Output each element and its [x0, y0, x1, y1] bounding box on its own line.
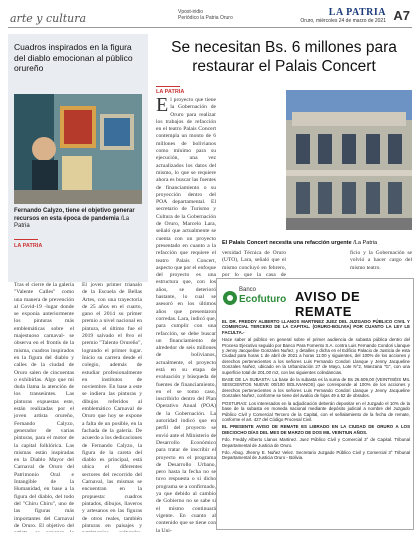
left-story-tag: LA PATRIA: [14, 243, 43, 249]
left-story-headline: Cuadros inspirados en la figura del diablo emocionan al público orureño: [14, 42, 133, 73]
issue-date: Oruro, miércoles 24 de marzo de 2021: [300, 18, 386, 24]
caption-bold: Fernando Calyzo, tiene el objetivo generar recursos en esta época de pandemia: [14, 208, 135, 222]
left-story-column-1: Tras el cierre de la galería "Valente Calles" como una manera de prevención al Covid-19 -lugar donde se exponía anteriormente los pinturas más emblemáticas sobre el majestuoso carnaval- se observa en el frontis de la misma, cuadros inspirados en la figura del diablo y calles de la ciudad de Oruro salen de cincuentas o exhibirlas. Algo que mi duda llama la atención de los transeúntes. Las pinturas expuestas este, están realizadas por el joven artista orureño, Fernando Calyzo, generador de varias pinturas, para el motor de la capital folklórica. Las mismas están inspiradas en la Diablo Mayor del Carnaval de Oruro del Patrimonio Oral e Intangible de la Humanidad, en base a la figura del diablo, del todo del "Chiru Chiru", uno de las figuras más importantes del Carnaval de Oruro. El objetivo del: [14, 282, 74, 529]
page-number: A7: [393, 8, 410, 23]
left-story-photo: [14, 94, 142, 204]
logo-line-1: Banco: [239, 287, 257, 293]
publisher-line-2: Periódico la Patria Oruro: [178, 15, 233, 21]
newspaper-brand: LA PATRIA: [328, 7, 386, 18]
main-story-column-3: ficio y la Gobernación se volvió a hacer cargo del mismo teatro.: [350, 250, 412, 271]
tag-rule: [14, 239, 38, 240]
section-name: arte y cultura: [10, 12, 87, 25]
main-story-tag: LA PATRIA: [156, 89, 185, 95]
auction-notice-ad: [216, 278, 414, 530]
ad-paragraph-1: EL DR. FREDDY ALBERTO LLANOS MARTINEZ JUEZ DEL JUZGADO PÚBLICO CIVIL Y COMERCIAL TERCERO DE LA CAPITAL. (ORURO-BOLIVIA) POR CUANTO LA LEY LE FACULTA.-: [222, 319, 410, 335]
ad-paragraph-7: Fdo. Abog. Jhenny E. Nuñez Velez. Secretario Juzgado Público Civil y Comercial 3° Tribunal Departamental de Justicia Oruro - Bolivia.: [222, 449, 410, 461]
main-tag-rule: [156, 86, 180, 87]
drop-cap: E: [156, 97, 169, 116]
main-headline: Se necesitan Bs. 6 millones para restaurar el Palais Concert: [171, 39, 397, 75]
left-story-caption: [14, 208, 142, 231]
ad-paragraph-5: EL PRESENTE AVISO DE REMATE ES LIBRADO EN LA CIUDAD DE ORURO A LOS DIECIOCHO DÍAS DEL MES DE MARZO DE DOS MIL VEINTIUN AÑOS.: [222, 424, 410, 435]
main-story-column-1: [156, 97, 216, 533]
ad-paragraph-2: Hace saber al público en general sobre el primer audiencia de subasta pública dentro del Proceso Ejecutivo seguido por Banco Para Fomento S.A. contra Luis Fernando Condori Llanque y Jenny Jacqueline Gonzales Nuñez, y detalles y dicha en el Edificio Palacio de Justicia de esta Ciudad para horas 1 de abril de 2021 a horas 11:00 y siguientes, del 100% de los acciones y derechos pertenecientes a los señores Luis Fernando Condori Llanque y Jenny Jacqueline Gonzales Nuñez, ubicado en la Urbanización 27 de Mayo, Lote N°2, Manzana "G", con una superficie total de 201.00 m2, con las siguientes colindancias.: [222, 337, 410, 375]
palais-concert-photo: [286, 90, 412, 230]
ad-paragraph-4: POSTURAS: Los interesados en la adjudicación deberán depositar en el Juzgado el 10% de la base de la subasta en moneda nacional mediante depósito judicial a nombre del Juzgado Público Civil y Comercial Tercero de la Capital, con el señalamiento de la fecha de remate, conforme el art. 427 del Código Procesal Civil.: [222, 400, 410, 422]
photo-caption-credit: /La Patria: [353, 240, 378, 246]
left-story-column-2: El joven primer trianalo de la Escuela de Bellas Artes, con una trayectoria de 25 años en el cuarto, gano el 2014 su primer premio a nivel nacional en pintura, el último fue el 2019 salvado el 8vo el premio "Talento Orureño", logrando el primer lugar. Inicio su carrera desde el colegio, además de estudiar profesionalmente en institutos de noviembre. En base a este se indiera las pinturas y dibujos referidos al emblemático Carnaval de Oruro que hoy se expone a falta de un posible, en la fachada de la galería. De acuerdo a los dedicaciones de Fernando Calyzo, la figura de la careta del diablo es principal, está ubica el diferentes sectores del recorrido del Carnaval, las mismas se encuentran en la propuesta: cuadros pintados, dibujos, llaveros y artesanos en las figuras de otros reales, también pinturas en paisajes y: [82, 282, 142, 529]
main-story-text: l proyecto que tiene la Gobernación de Oruro para realizar los trabajos de refacción en el teatro Palais Concert contempla un monto de 6 millones de bolivianos como mínimo para su ejecución, una vez actualizados los datos del mismo, lo que se requiere ahora es buscar las fuentes de financiamiento o su proyección dentro del POA departamental. El secretario de Turismo y Cultura de la Gobernación de Oruro, Marcelo Lara, señaló que actualmente se cuenta con un proyecto presentado en cuanto a la refacción que requiere el teatro Palais Concert, aspecto que por el enfoque del proyecto es una estructura que, con los años, se deterioró bastante, lo cual se asesoró en los últimos años que presentaron corredas. Lara, indicó que, para cumplir con una refacción, se debe buscar un financiamiento de alrededor de seis millones de bolivianos, actualmente, el proyecto está en su etapa de evaluación y búsqueda de fuentes de financiamiento, en el se tomo caso, inscribirlo dentro del Plan Operativo Anual (POA) de la Gobernación. La autoridad indicó que en perfil del proyecto se envió ante el Ministerio de Desarrollo Económico para tratar de inscribir el proyecto en el programa de Desarrollo Urbano, pero hasta la fecha no se tuvo respuesta o si dicho programa se a confirmado, ya que debido al cambio de Gobierno no se sabe si el mismo continuará vigente. En cuanto al contenido que se tiene con la Uni-: [156, 97, 216, 533]
ad-title: AVISO DE REMATE: [295, 289, 361, 319]
ecofuturo-logo: [221, 283, 291, 315]
left-story-box: [8, 34, 148, 282]
page-header: [8, 6, 412, 28]
publisher-line-1: Vpost-iridio: [178, 9, 204, 15]
ad-body: [222, 319, 410, 463]
publisher-line: [178, 9, 233, 21]
ad-paragraph-6: Fdo. Freddy Alberto Llanos Martinez. Juez Público Civil y Comercial 3° de Capital. Tribunal Departamental de Justicia de Oruro.: [222, 437, 410, 448]
paintings-photo-icon: [14, 94, 142, 204]
building-photo-icon: [286, 90, 412, 230]
logo-line-2: Ecofuturo: [239, 294, 287, 305]
photo-caption-bold: El Palais Concert necesita una refacción urgente: [222, 240, 352, 246]
main-story-column-2: versidad Técnica de Oruro (UTO), Lara, señaló que el mismo concluyó en febrero, por lo que la casa de: [222, 250, 286, 278]
ad-paragraph-3: BASE DE LA SUBASTA: La base de la subasta es la suma de Bs 26.609,00 (VEINTISÉIS MIL SEISCIENTOS NUEVE 00/100 BOLIVIANOS) que corresponde al 100% de los acciones y derechos pertenecientes a los señores Luis Fernando Condori Llanque y Jenny Jacqueline Gonzales Nuñez, conforme se tiene del avalúo de fojas 49 a 52 de obrados.: [222, 377, 410, 399]
caption-credit: /La Patria: [14, 215, 130, 229]
palais-photo-caption: [222, 240, 412, 247]
